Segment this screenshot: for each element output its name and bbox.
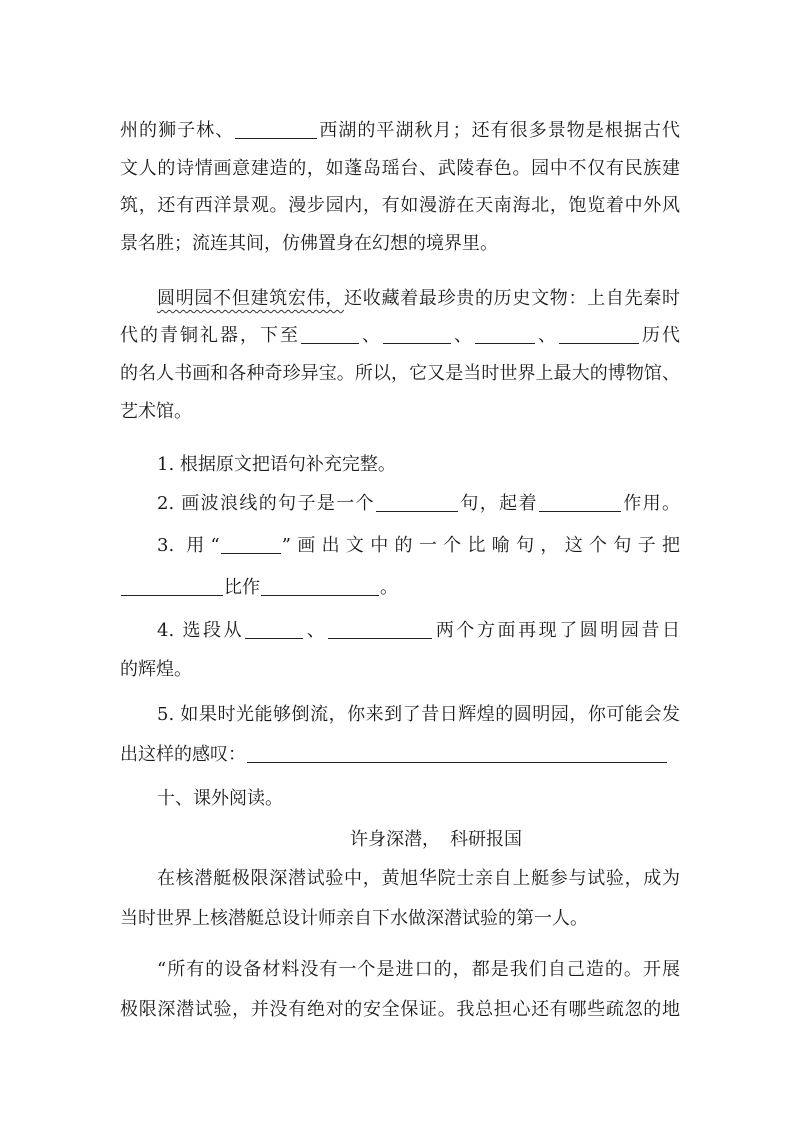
- fill-blank[interactable]: [301, 325, 359, 344]
- wavy-underlined-sentence: 圆明园不但建筑宏伟，: [157, 288, 345, 309]
- text: 、: [536, 325, 558, 346]
- article-para-2-line-1: “所有的设备材料没有一个是进口的，都是我们自己造的。开展: [157, 959, 680, 980]
- fill-blank[interactable]: [121, 577, 223, 596]
- text: 作用。: [621, 493, 681, 514]
- text: 历代: [640, 325, 680, 346]
- text: 、: [360, 325, 382, 346]
- fill-blank[interactable]: [235, 120, 317, 139]
- question-5-continued: [120, 741, 680, 769]
- text: ”画出文中的一个比喻句，这个句子把: [281, 535, 680, 556]
- text: 比作: [224, 577, 260, 598]
- text: 西湖的平湖秋月；还有很多景物是根据古代: [318, 120, 681, 141]
- text: 。: [380, 577, 398, 598]
- article-title: [0, 826, 794, 854]
- text: 4. 选段从: [157, 620, 245, 641]
- text: 3. 用“: [157, 535, 220, 556]
- fill-blank[interactable]: [221, 535, 281, 554]
- passage-line-2: 文人的诗情画意建造的，如蓬岛瑶台、武陵春色。园中不仅有民族建: [120, 158, 680, 179]
- question-3-continued: [120, 574, 680, 602]
- passage-line-7: 的名人书画和各种奇珍异宝。所以，它又是当时世界上最大的博物馆、: [120, 363, 680, 384]
- text: 2. 画波浪线的句子是一个: [157, 493, 376, 514]
- text: 还收藏着最珍贵的历史文物：上自先秦时: [344, 288, 681, 309]
- section-heading: 十、课外阅读。: [157, 788, 283, 809]
- text: 出这样的感叹：: [120, 744, 246, 765]
- passage-line-4: 景名胜；流连其间，仿佛置身在幻想的境界里。: [120, 233, 498, 254]
- answer-line[interactable]: [247, 744, 667, 763]
- question-4: [157, 617, 680, 645]
- passage-line-6: [120, 322, 680, 350]
- question-2: [157, 490, 680, 518]
- question-5: 5. 如果时光能够倒流，你来到了昔日辉煌的圆明园，你可能会发: [157, 704, 680, 725]
- text: 两个方面再现了圆明园昔日: [433, 620, 680, 641]
- title-part-1: 许身深潜，: [350, 829, 440, 850]
- fill-blank[interactable]: [376, 493, 458, 512]
- fill-blank[interactable]: [245, 620, 303, 639]
- title-part-2: 科研报国: [450, 829, 522, 850]
- passage-line-8: 艺术馆。: [120, 401, 192, 422]
- text: 代的青铜礼器，下至: [120, 325, 300, 346]
- text: 、: [452, 325, 474, 346]
- article-para-2-line-2: 极限深潜试验，并没有绝对的安全保证。我总担心还有哪些疏忽的地: [120, 999, 680, 1020]
- fill-blank[interactable]: [539, 493, 621, 512]
- text: 州的狮子林、: [120, 120, 235, 141]
- question-3: [157, 532, 680, 560]
- question-1: 1. 根据原文把语句补充完整。: [157, 454, 396, 475]
- fill-blank[interactable]: [475, 325, 535, 344]
- passage-line-5: [157, 285, 680, 313]
- fill-blank[interactable]: [328, 620, 432, 639]
- article-para-1-line-2: 当时世界上核潜艇总设计师亲自下水做深潜试验的第一人。: [120, 908, 588, 929]
- fill-blank[interactable]: [261, 577, 379, 596]
- fill-blank[interactable]: [383, 325, 451, 344]
- text: 句，起着: [459, 493, 538, 514]
- passage-line-1: [120, 117, 680, 145]
- text: 、: [304, 620, 328, 641]
- fill-blank[interactable]: [559, 325, 639, 344]
- question-4-continued: 的辉煌。: [120, 659, 192, 680]
- passage-line-3: 筑，还有西洋景观。漫步园内，有如漫游在天南海北，饱览着中外风: [120, 195, 680, 216]
- article-para-1-line-1: 在核潜艇极限深潜试验中，黄旭华院士亲自上艇参与试验，成为: [157, 868, 680, 889]
